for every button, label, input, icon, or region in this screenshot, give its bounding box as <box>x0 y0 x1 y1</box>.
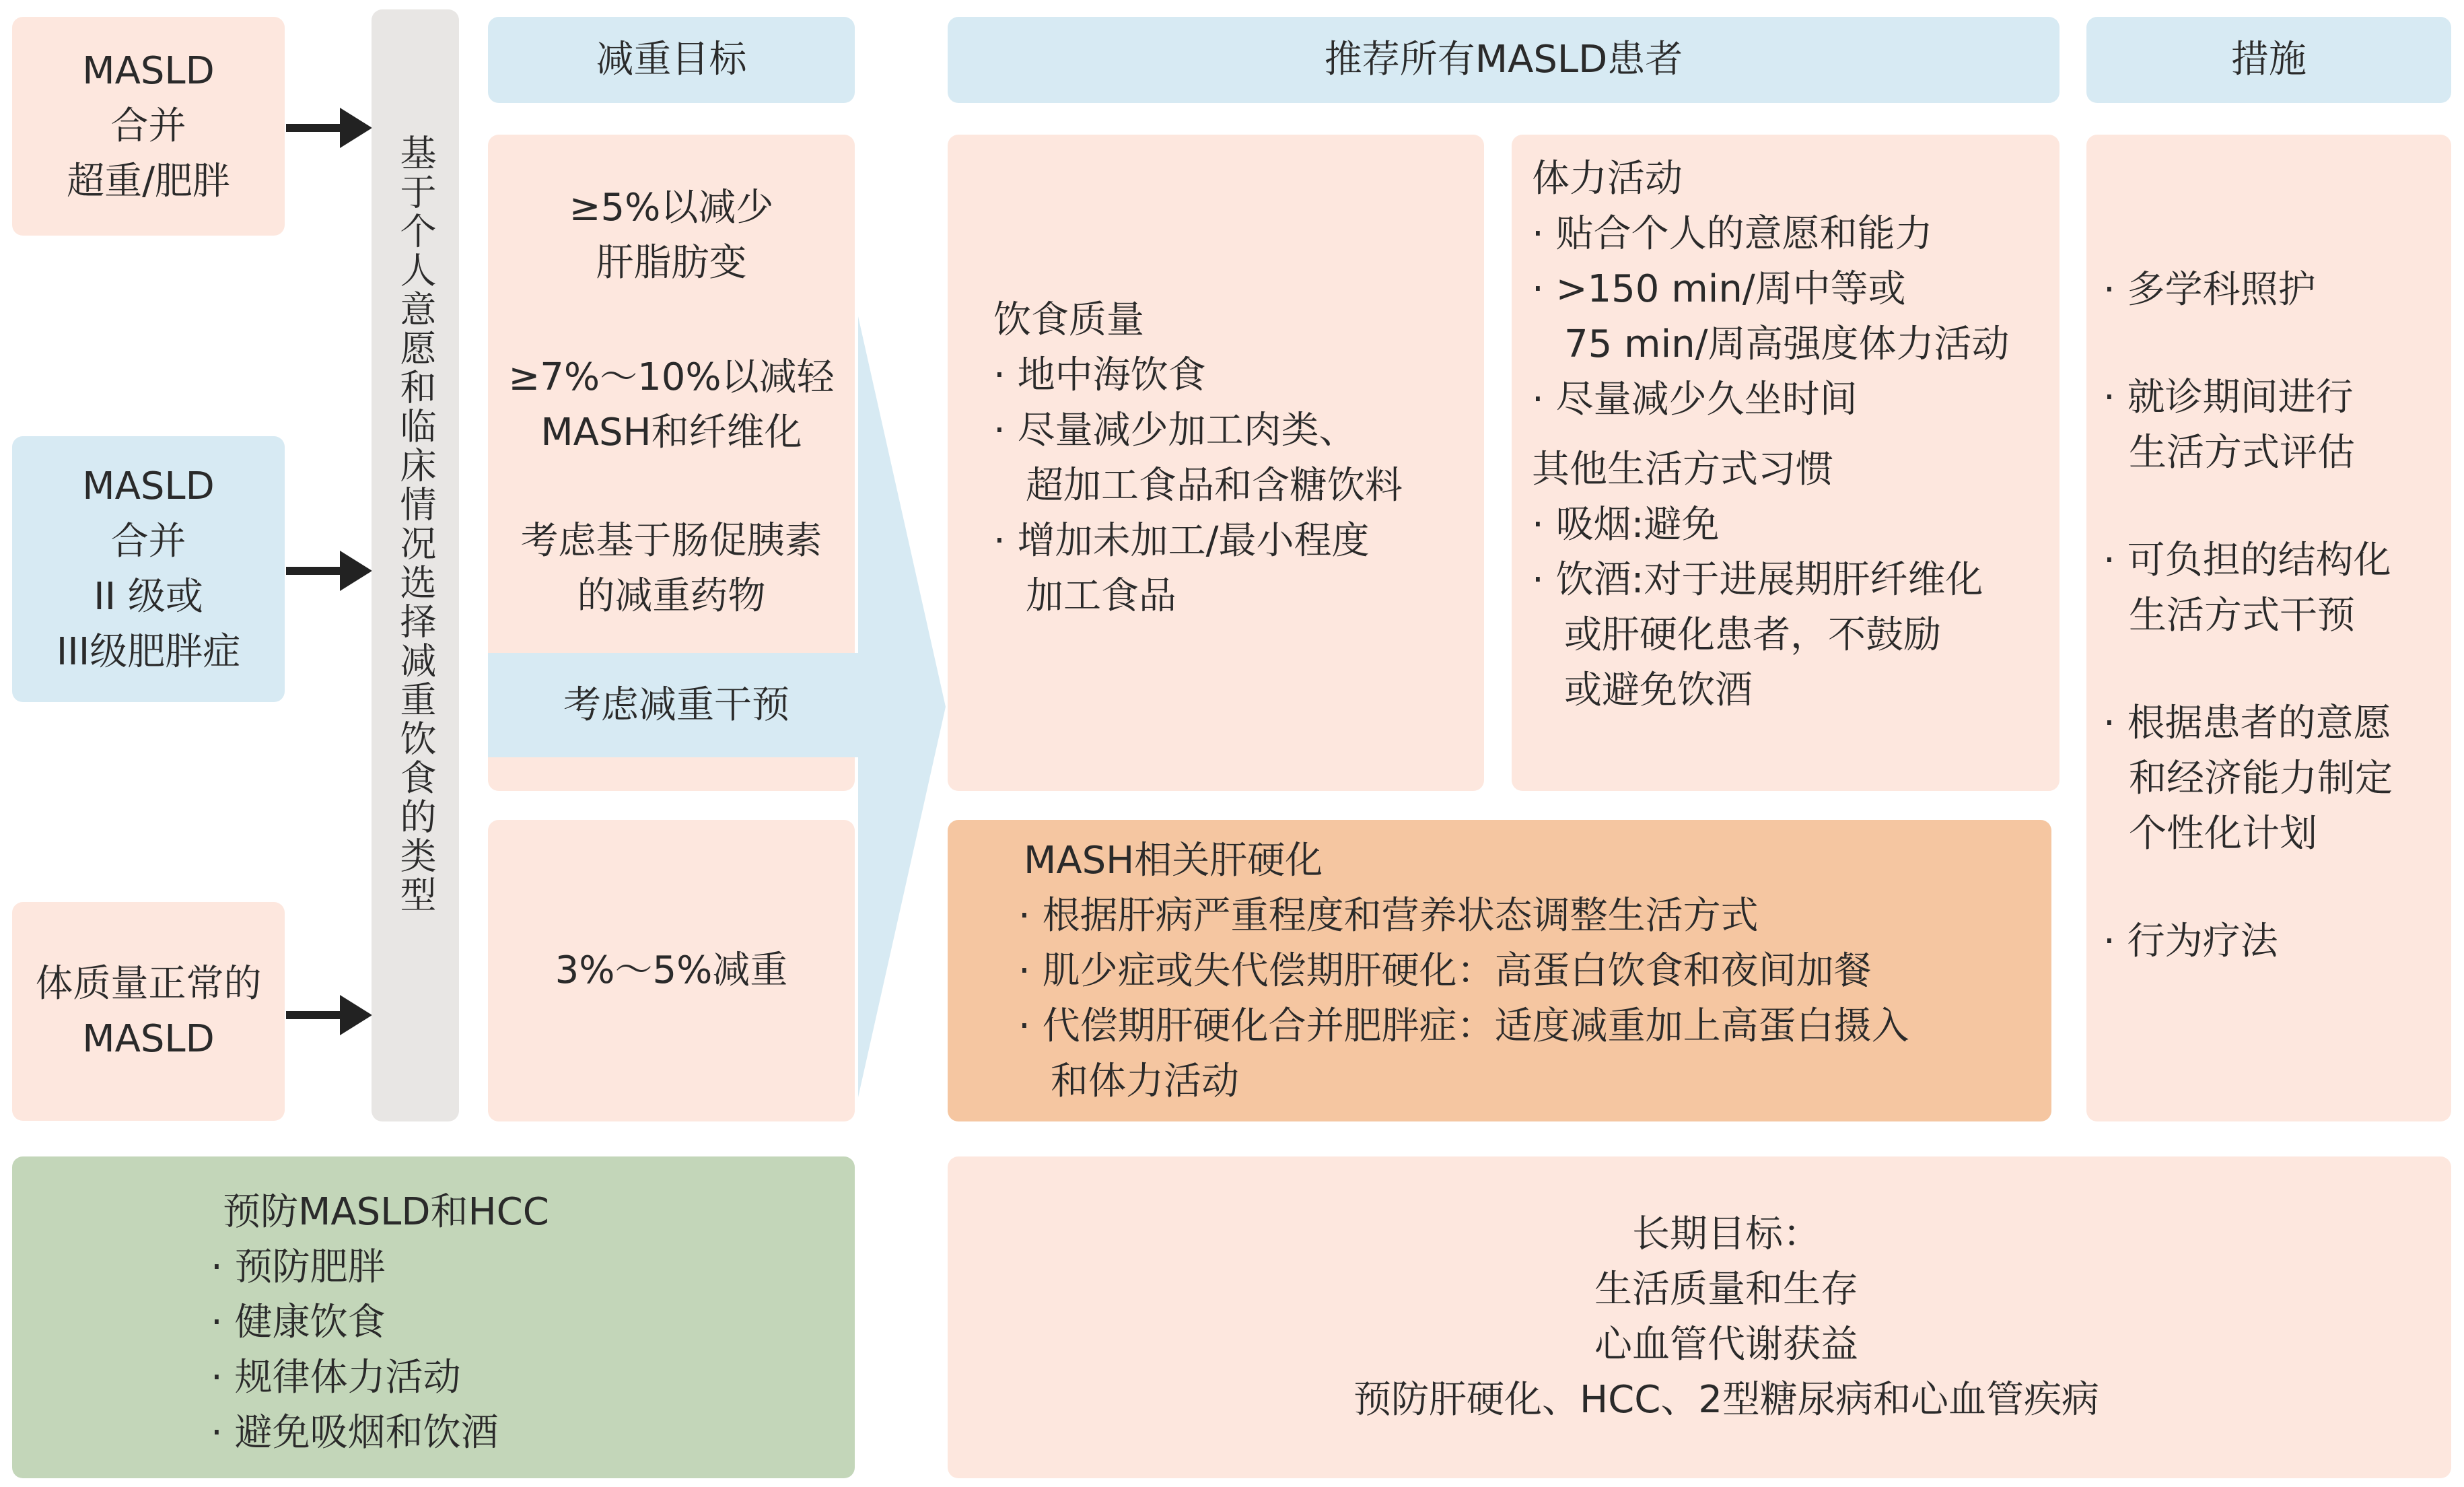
diet-type-vertical-label: 基于个人意愿和临床情况选择减重饮食的类型 <box>394 134 437 915</box>
measure-item <box>2103 696 2451 862</box>
activity-item: 75 min/周高强度体力活动 <box>1564 322 2010 366</box>
physical-activity-box <box>1512 135 2060 791</box>
longterm-item: 心血管代谢获益 <box>1594 1323 1858 1367</box>
other-habit-item: 或肝硬化患者，不鼓励 <box>1564 613 1941 657</box>
prevention-title: 预防MASLD和HCC <box>223 1190 549 1234</box>
measures-box <box>2086 135 2451 1121</box>
cirrhosis-item: 和体力活动 <box>1051 1060 1239 1103</box>
cirrhosis-item: · 肌少症或失代偿期肝硬化：高蛋白饮食和夜间加餐 <box>1018 949 1872 993</box>
patient-obesity-box <box>12 436 285 702</box>
other-habits-title: 其他生活方式习惯 <box>1532 448 1833 491</box>
patient-overweight-line: 超重/肥胖 <box>67 159 230 203</box>
prevention-item: · 预防肥胖 <box>211 1245 386 1289</box>
patient-overweight-line: MASLD <box>82 48 215 93</box>
goal-weight-intervention <box>488 653 865 757</box>
patient-normal-line: MASLD <box>82 1016 215 1061</box>
other-habit-item: 或避免饮酒 <box>1564 668 1753 712</box>
cirrhosis-item: · 代偿期肝硬化合并肥胖症：适度减重加上高蛋白摄入 <box>1018 1004 1909 1048</box>
measure-line: · 可负担的结构化 <box>2103 539 2391 582</box>
longterm-item: 预防肝硬化、HCC、2型糖尿病和心血管疾病 <box>1353 1378 2099 1422</box>
patient-obesity-line: II 级或 <box>94 574 203 619</box>
diet-title: 饮食质量 <box>993 298 1144 342</box>
measure-line: 个性化计划 <box>2129 812 2317 856</box>
prevention-item: · 规律体力活动 <box>211 1356 461 1399</box>
longterm-item: 生活质量和生存 <box>1594 1268 1858 1311</box>
patient-normal-box <box>12 902 285 1121</box>
cirrhosis-item: · 根据肝病严重程度和营养状态调整生活方式 <box>1018 894 1759 938</box>
goal-intervention-label: 考虑减重干预 <box>563 683 789 727</box>
goal-line: ≥7%～10%以减轻 <box>508 355 835 399</box>
patient-obesity-line: 合并 <box>110 519 186 563</box>
arrow-right-icon <box>286 988 374 1042</box>
measure-line: 生活方式评估 <box>2129 431 2355 475</box>
patient-overweight-line: 合并 <box>110 104 186 148</box>
header-measures-label: 措施 <box>2231 38 2307 81</box>
goal-liver-steatosis <box>488 180 855 291</box>
activity-title: 体力活动 <box>1532 157 1683 201</box>
diet-item: · 地中海饮食 <box>993 353 1206 397</box>
prevention-item: · 健康饮食 <box>211 1301 386 1344</box>
measure-item <box>2103 263 2451 318</box>
measure-item <box>2103 533 2451 644</box>
measure-item <box>2103 914 2451 969</box>
measure-line: · 就诊期间进行 <box>2103 376 2354 419</box>
measure-line: · 行为疗法 <box>2103 920 2278 963</box>
diet-type-vertical-bar <box>372 9 459 1121</box>
header-recommend-all <box>948 17 2060 103</box>
diet-item: 加工食品 <box>1026 574 1176 618</box>
long-term-goals-box <box>948 1156 2451 1478</box>
goal-line: 的减重药物 <box>577 574 766 618</box>
goal-line: 肝脂肪变 <box>596 241 747 285</box>
prevention-box <box>12 1156 855 1478</box>
other-habit-item: · 饮酒:对于进展期肝纤维化 <box>1532 558 1983 602</box>
goal-normal-weight <box>488 820 855 1121</box>
header-weight-goal-label: 减重目标 <box>596 38 747 81</box>
diet-item: 超加工食品和含糖饮料 <box>1026 464 1403 508</box>
header-weight-goal <box>488 17 855 103</box>
measure-line: · 多学科照护 <box>2103 268 2316 312</box>
other-habit-item: · 吸烟:避免 <box>1532 503 1720 547</box>
measure-line: 生活方式干预 <box>2129 594 2355 637</box>
activity-item: · >150 min/周中等或 <box>1532 267 1906 311</box>
flow-arrow-shape <box>858 316 959 1097</box>
arrow-right-icon <box>286 101 374 155</box>
patient-obesity-line: III级肥胖症 <box>56 629 241 674</box>
patient-overweight-box <box>12 17 285 236</box>
measure-line: 和经济能力制定 <box>2129 757 2393 800</box>
goal-line: 考虑基于肠促胰素 <box>520 519 822 563</box>
longterm-title: 长期目标： <box>1632 1212 1821 1256</box>
diet-item: · 尽量减少加工肉类、 <box>993 409 1357 452</box>
mash-cirrhosis-box <box>948 820 2051 1121</box>
goal-incretin-drugs <box>488 514 855 624</box>
diet-item: · 增加未加工/最小程度 <box>993 519 1370 563</box>
cirrhosis-title: MASH相关肝硬化 <box>1024 839 1323 883</box>
activity-item: · 贴合个人的意愿和能力 <box>1532 212 1933 256</box>
goal-normal-label: 3%～5%减重 <box>555 948 788 992</box>
goal-mash-fibrosis <box>488 350 855 460</box>
diet-quality-box <box>948 135 1484 791</box>
patient-obesity-line: MASLD <box>82 464 215 508</box>
goal-line: ≥5%以减少 <box>569 186 774 230</box>
patient-normal-line: 体质量正常的 <box>35 961 262 1006</box>
header-measures <box>2086 17 2451 103</box>
activity-item: · 尽量减少久坐时间 <box>1532 378 1858 421</box>
header-recommend-label: 推荐所有MASLD患者 <box>1324 38 1683 81</box>
goal-line: MASH和纤维化 <box>540 411 802 454</box>
measure-line: · 根据患者的意愿 <box>2103 701 2391 745</box>
prevention-item: · 避免吸烟和饮酒 <box>211 1411 499 1455</box>
arrow-right-icon <box>286 544 374 598</box>
measure-item <box>2103 370 2451 481</box>
